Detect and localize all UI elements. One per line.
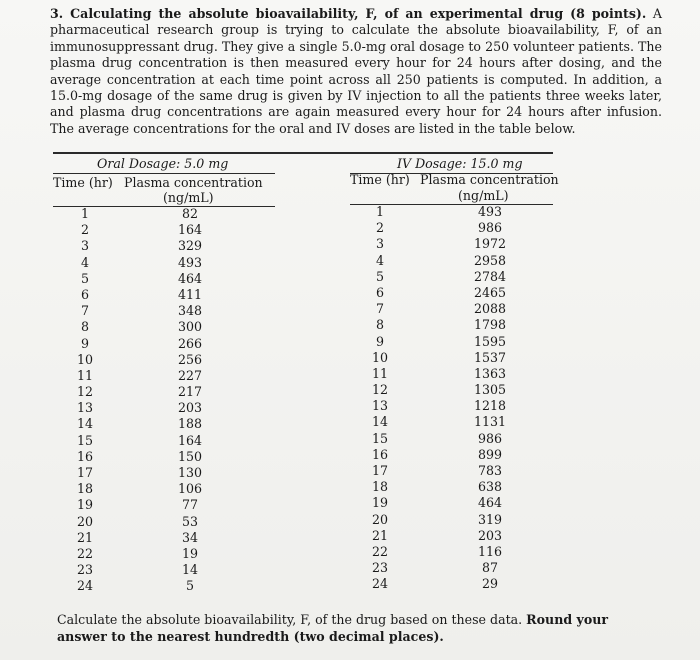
oral-time-cell: 18	[76, 481, 94, 497]
oral-conc-cell: 164	[177, 432, 203, 448]
oral-time-cell: 9	[80, 335, 89, 351]
iv-time-cell: 21	[371, 527, 389, 543]
question-prompt: Calculate the absolute bioavailability, F, of the drug based on these data.	[57, 612, 523, 627]
iv-conc-cell: 319	[477, 511, 503, 527]
oral-conc-cell: 411	[177, 286, 203, 302]
oral-dosage-header: Oral Dosage: 5.0 mg	[97, 156, 229, 171]
oral-time-cell: 13	[76, 400, 94, 416]
iv-conc-cell: 1972	[473, 236, 507, 252]
oral-time-cell: 2	[80, 222, 89, 238]
iv-conc-cell: 986	[477, 220, 503, 236]
oral-conc-cell: 19	[181, 545, 199, 561]
oral-conc-cell: 188	[177, 416, 203, 432]
oral-units: (ng/mL)	[163, 190, 214, 205]
oral-conc-column	[165, 206, 215, 595]
iv-conc-cell: 493	[477, 204, 503, 219]
iv-time-cell: 1	[375, 204, 384, 219]
oral-time-cell: 10	[76, 351, 94, 367]
iv-time-cell: 24	[371, 576, 389, 592]
iv-time-cell: 14	[371, 414, 389, 430]
oral-time-cell: 23	[76, 562, 94, 578]
oral-time-cell: 4	[80, 254, 89, 270]
iv-conc-cell: 638	[477, 479, 503, 495]
iv-conc-cell: 116	[477, 543, 503, 559]
iv-conc-cell: 2465	[473, 284, 507, 300]
iv-time-cell: 3	[375, 236, 384, 252]
iv-conc-cell: 1305	[473, 382, 507, 398]
iv-time-cell: 19	[371, 495, 389, 511]
oral-time-cell: 7	[80, 303, 89, 319]
iv-time-cell: 16	[371, 446, 389, 462]
iv-conc-cell: 899	[477, 446, 503, 462]
oral-time-cell: 20	[76, 513, 94, 529]
iv-time-cell: 6	[375, 284, 384, 300]
oral-time-cell: 17	[76, 465, 94, 480]
iv-time-cell: 10	[371, 349, 389, 365]
iv-conc-cell: 2958	[473, 252, 507, 268]
iv-conc-cell: 1131	[473, 414, 507, 430]
oral-time-cell: 19	[76, 497, 94, 513]
iv-conc-cell: 986	[477, 430, 503, 446]
oral-time-cell: 3	[80, 238, 89, 254]
oral-conc-cell: 82	[181, 206, 199, 221]
iv-conc-cell: 1363	[473, 365, 507, 381]
oral-time-cell: 22	[76, 545, 94, 561]
problem-statement	[50, 6, 662, 137]
table-top-rule	[53, 152, 553, 154]
oral-conc-cell: 217	[177, 384, 203, 400]
iv-conc-cell: 2088	[473, 301, 507, 317]
iv-time-cell: 11	[371, 365, 389, 381]
oral-time-cell: 14	[76, 416, 94, 432]
oral-time-cell: 24	[76, 578, 94, 594]
iv-dosage-header: IV Dosage: 15.0 mg	[397, 156, 523, 171]
oral-conc-cell: 266	[177, 335, 203, 351]
oral-conc-cell: 130	[177, 465, 203, 480]
problem-title: 3. Calculating the absolute bioavailability, F, of an experimental drug (8 points).	[50, 6, 647, 21]
oral-time-cell: 15	[76, 432, 94, 448]
iv-conc-cell: 783	[477, 463, 503, 478]
problem-body: A pharmaceutical research group is trying to calculate the absolute bioavailability, F, of an immunosuppressant drug. They give a single 5.0-mg oral dosage to 250 volunteer patients. The plasma drug concentration is then measured every hour for 24 hours after dosing, and the average concentration at each time point across all 250 patients is computed. In addition, a 15.0-mg dosage of the same drug is given by IV injection to all the patients three weeks later, and plasma drug concentrations are again measured every hour for 24 hours after infusion. The average concentrations for the oral and IV doses are listed in the table below.	[50, 6, 662, 136]
iv-time-cell: 15	[371, 430, 389, 446]
oral-time-cell: 11	[76, 367, 94, 383]
oral-time-cell: 16	[76, 448, 94, 464]
oral-conc-cell: 464	[177, 270, 203, 286]
oral-time-cell: 5	[80, 270, 89, 286]
iv-time-cell: 2	[375, 220, 384, 236]
question-text	[57, 611, 657, 645]
oral-conc-cell: 53	[181, 513, 199, 529]
iv-conc-cell: 1595	[473, 333, 507, 349]
oral-conc-cell: 106	[177, 481, 203, 497]
oral-conc-cell: 493	[177, 254, 203, 270]
oral-conc-cell: 164	[177, 222, 203, 238]
oral-conc-cell: 34	[181, 529, 199, 545]
iv-conc-cell: 464	[477, 495, 503, 511]
oral-conc-cell: 348	[177, 303, 203, 319]
iv-conc-header: Plasma concentration	[420, 172, 559, 187]
oral-time-header: Time (hr)	[53, 175, 113, 190]
iv-time-cell: 5	[375, 268, 384, 284]
iv-time-cell: 22	[371, 543, 389, 559]
iv-conc-cell: 1537	[473, 349, 507, 365]
iv-time-cell: 17	[371, 463, 389, 478]
oral-time-cell: 12	[76, 384, 94, 400]
question-rounding: Round your answer to the nearest hundredth (two decimal places).	[57, 612, 609, 644]
iv-time-cell: 7	[375, 301, 384, 317]
iv-time-cell: 4	[375, 252, 384, 268]
iv-time-cell: 12	[371, 382, 389, 398]
iv-conc-cell: 203	[477, 527, 503, 543]
oral-conc-cell: 329	[177, 238, 203, 254]
oral-conc-cell: 256	[177, 351, 203, 367]
iv-time-header: Time (hr)	[350, 172, 410, 187]
oral-header-rule	[53, 173, 275, 174]
iv-time-column	[364, 204, 396, 593]
iv-time-cell: 20	[371, 511, 389, 527]
iv-units: (ng/mL)	[458, 188, 509, 203]
oral-conc-cell: 227	[177, 367, 203, 383]
iv-conc-cell: 2784	[473, 268, 507, 284]
iv-time-cell: 18	[371, 479, 389, 495]
oral-conc-cell: 150	[177, 448, 203, 464]
iv-conc-cell: 29	[481, 576, 499, 592]
iv-time-cell: 13	[371, 398, 389, 414]
oral-time-column	[70, 206, 100, 595]
oral-conc-cell: 203	[177, 400, 203, 416]
oral-conc-cell: 5	[185, 578, 194, 594]
iv-time-cell: 8	[375, 317, 384, 333]
iv-time-cell: 9	[375, 333, 384, 349]
iv-time-cell: 23	[371, 560, 389, 576]
oral-conc-header: Plasma concentration	[124, 175, 263, 190]
oral-time-cell: 8	[80, 319, 89, 335]
oral-time-cell: 1	[80, 206, 89, 221]
oral-conc-cell: 77	[181, 497, 199, 513]
oral-conc-cell: 14	[181, 562, 199, 578]
oral-conc-cell: 300	[177, 319, 203, 335]
iv-conc-cell: 1798	[473, 317, 507, 333]
iv-conc-column	[462, 204, 518, 593]
iv-conc-cell: 87	[481, 560, 499, 576]
oral-time-cell: 21	[76, 529, 94, 545]
oral-time-cell: 6	[80, 286, 89, 302]
iv-conc-cell: 1218	[473, 398, 507, 414]
